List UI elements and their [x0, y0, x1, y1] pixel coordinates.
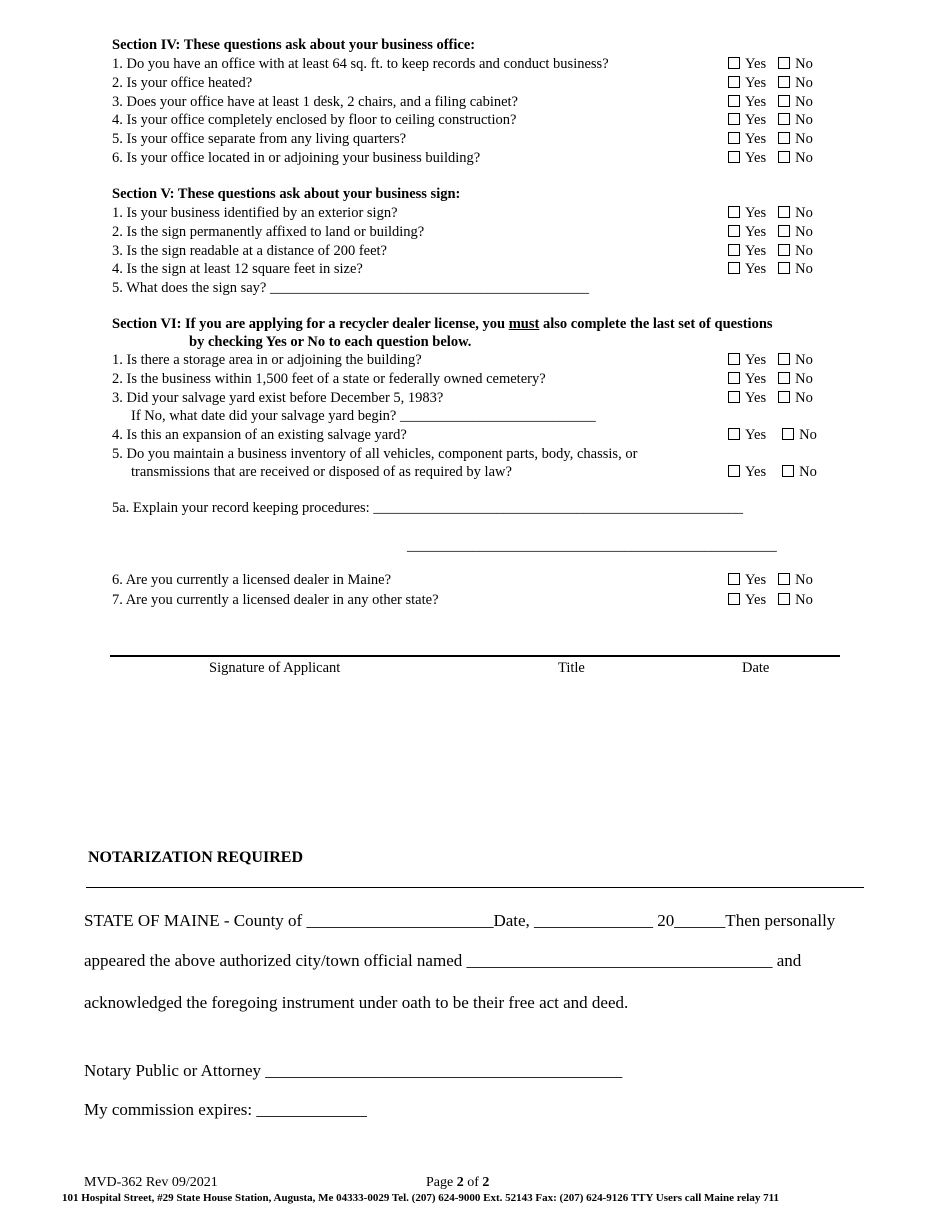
- yes-label: Yes: [745, 205, 767, 221]
- no-label: No: [795, 243, 813, 259]
- no-label: No: [795, 261, 813, 277]
- no-checkbox[interactable]: [778, 225, 790, 237]
- yes-label: Yes: [745, 261, 767, 277]
- yes-label: Yes: [745, 75, 767, 91]
- commission-expires-line[interactable]: My commission expires: _____________: [84, 1100, 367, 1119]
- yes-no-s4-q6: [728, 149, 813, 167]
- notary-line-1[interactable]: STATE OF MAINE - County of ______________________Date, ______________ 20______Then personally: [84, 911, 836, 930]
- no-checkbox[interactable]: [778, 95, 790, 107]
- yes-no-s4-q5: [728, 130, 813, 148]
- record-keeping-line2[interactable]: ___________________________________________________: [407, 538, 777, 554]
- yes-no-s4-q3: [728, 93, 813, 111]
- no-checkbox[interactable]: [778, 57, 790, 69]
- yes-checkbox[interactable]: [728, 113, 740, 125]
- section-6-heading-must: must: [508, 316, 540, 332]
- page-pre: Page: [426, 1175, 457, 1190]
- section-4-question-1: 1. Do you have an office with at least 64 sq. ft. to keep records and conduct business?: [112, 56, 609, 72]
- yes-checkbox[interactable]: [728, 244, 740, 256]
- yes-no-s6-q4: [728, 426, 817, 444]
- no-label: No: [799, 464, 817, 480]
- yes-label: Yes: [745, 592, 767, 608]
- section-4-question-2: 2. Is your office heated?: [112, 75, 253, 91]
- yes-no-s4-q4: [728, 111, 813, 129]
- yes-checkbox[interactable]: [728, 428, 740, 440]
- no-label: No: [795, 205, 813, 221]
- section-6-heading-pre: Section VI: If you are applying for a recycler dealer license, you: [112, 316, 509, 332]
- yes-label: Yes: [745, 352, 767, 368]
- yes-checkbox[interactable]: [728, 593, 740, 605]
- section-5-question-1: 1. Is your business identified by an exterior sign?: [112, 205, 398, 221]
- yes-checkbox[interactable]: [728, 465, 740, 477]
- no-checkbox[interactable]: [778, 132, 790, 144]
- yes-checkbox[interactable]: [728, 132, 740, 144]
- section-6-question-3: 3. Did your salvage yard exist before December 5, 1983?: [112, 390, 444, 406]
- notary-heading: NOTARIZATION REQUIRED: [88, 849, 303, 866]
- yes-no-s6-q2: [728, 370, 813, 388]
- no-checkbox[interactable]: [778, 573, 790, 585]
- no-label: No: [795, 371, 813, 387]
- no-label: No: [795, 56, 813, 72]
- section-6-question-4: 4. Is this an expansion of an existing salvage yard?: [112, 427, 407, 443]
- notary-public-line[interactable]: Notary Public or Attorney __________________________________________: [84, 1061, 623, 1080]
- page-mid: of: [463, 1175, 483, 1190]
- section-4-heading: Section IV: These questions ask about your business office:: [112, 37, 476, 53]
- form-number: MVD-362 Rev 09/2021: [84, 1175, 218, 1190]
- yes-no-s6-q5: [728, 463, 817, 481]
- yes-label: Yes: [745, 464, 767, 480]
- section-5-question-5[interactable]: 5. What does the sign say? ____________________________________________: [112, 280, 589, 296]
- section-6-question-5-line2: transmissions that are received or disposed of as required by law?: [131, 464, 512, 480]
- no-checkbox[interactable]: [778, 593, 790, 605]
- no-checkbox[interactable]: [778, 151, 790, 163]
- no-checkbox[interactable]: [778, 391, 790, 403]
- page-total: 2: [482, 1175, 490, 1190]
- footer-address: 101 Hospital Street, #29 State House Station, Augusta, Me 04333-0029 Tel. (207) 624-9000 Ext. 52143 Fax: (207) 624-9126 TTY Users call Maine relay 711: [62, 1192, 780, 1204]
- yes-no-s5-q1: [728, 204, 813, 222]
- section-6-heading-post: also complete the last set of questions: [539, 316, 773, 332]
- section-6-question-7: 7. Are you currently a licensed dealer in any other state?: [112, 592, 439, 608]
- page-current: 2: [456, 1175, 464, 1190]
- no-label: No: [795, 131, 813, 147]
- yes-checkbox[interactable]: [728, 225, 740, 237]
- no-checkbox[interactable]: [778, 113, 790, 125]
- section-4-question-5: 5. Is your office separate from any living quarters?: [112, 131, 407, 147]
- yes-no-s6-q7: [728, 591, 813, 609]
- yes-no-s4-q1: [728, 55, 813, 73]
- yes-checkbox[interactable]: [728, 372, 740, 384]
- signature-line[interactable]: [110, 655, 840, 657]
- no-label: No: [795, 75, 813, 91]
- section-6-heading-line2: by checking Yes or No to each question below.: [189, 334, 472, 350]
- no-checkbox[interactable]: [778, 262, 790, 274]
- section-6-question-5-line1: 5. Do you maintain a business inventory of all vehicles, component parts, body, chassis, or: [112, 446, 638, 462]
- no-checkbox[interactable]: [778, 244, 790, 256]
- section-5-question-2: 2. Is the sign permanently affixed to land or building?: [112, 224, 425, 240]
- yes-no-s6-q6: [728, 571, 813, 589]
- section-4-question-3: 3. Does your office have at least 1 desk, 2 chairs, and a filing cabinet?: [112, 94, 518, 110]
- yes-no-s5-q3: [728, 242, 813, 260]
- yes-no-s6-q1: [728, 351, 813, 369]
- yes-label: Yes: [745, 427, 767, 443]
- yes-label: Yes: [745, 224, 767, 240]
- notary-line-3: acknowledged the foregoing instrument under oath to be their free act and deed.: [84, 993, 629, 1012]
- yes-no-s6-q3: [728, 389, 813, 407]
- no-label: No: [795, 390, 813, 406]
- yes-label: Yes: [745, 112, 767, 128]
- no-label: No: [795, 592, 813, 608]
- yes-checkbox[interactable]: [728, 262, 740, 274]
- yes-checkbox[interactable]: [728, 353, 740, 365]
- yes-label: Yes: [745, 572, 767, 588]
- yes-no-s4-q2: [728, 74, 813, 92]
- yes-checkbox[interactable]: [728, 151, 740, 163]
- no-label: No: [799, 427, 817, 443]
- no-checkbox[interactable]: [782, 465, 794, 477]
- section-6-heading: [112, 315, 773, 333]
- notary-divider: [86, 887, 864, 888]
- no-label: No: [795, 150, 813, 166]
- section-5-heading: Section V: These questions ask about your business sign:: [112, 186, 461, 202]
- yes-no-s5-q2: [728, 223, 813, 241]
- section-6-question-2: 2. Is the business within 1,500 feet of a state or federally owned cemetery?: [112, 371, 546, 387]
- yes-label: Yes: [745, 131, 767, 147]
- section-6-question-1: 1. Is there a storage area in or adjoining the building?: [112, 352, 422, 368]
- yes-label: Yes: [745, 390, 767, 406]
- no-checkbox[interactable]: [778, 372, 790, 384]
- yes-label: Yes: [745, 94, 767, 110]
- no-checkbox[interactable]: [778, 353, 790, 365]
- yes-label: Yes: [745, 150, 767, 166]
- signature-date-label: Date: [742, 660, 770, 676]
- notary-line-2[interactable]: appeared the above authorized city/town official named ____________________________________ and: [84, 951, 802, 970]
- no-checkbox[interactable]: [782, 428, 794, 440]
- no-label: No: [795, 572, 813, 588]
- section-6-question-3-followup[interactable]: If No, what date did your salvage yard begin? ___________________________: [131, 408, 596, 424]
- section-4-question-6: 6. Is your office located in or adjoining your business building?: [112, 150, 481, 166]
- no-label: No: [795, 352, 813, 368]
- signature-applicant-label: Signature of Applicant: [209, 660, 341, 676]
- signature-title-label: Title: [558, 660, 585, 676]
- no-label: No: [795, 94, 813, 110]
- section-5-question-3: 3. Is the sign readable at a distance of 200 feet?: [112, 243, 387, 259]
- yes-checkbox[interactable]: [728, 57, 740, 69]
- section-5-question-4: 4. Is the sign at least 12 square feet in size?: [112, 261, 363, 277]
- section-4-question-4: 4. Is your office completely enclosed by floor to ceiling construction?: [112, 112, 517, 128]
- yes-label: Yes: [745, 243, 767, 259]
- yes-checkbox[interactable]: [728, 391, 740, 403]
- no-label: No: [795, 224, 813, 240]
- page-number: [426, 1175, 489, 1191]
- yes-no-s5-q4: [728, 260, 813, 278]
- yes-label: Yes: [745, 56, 767, 72]
- no-checkbox[interactable]: [778, 76, 790, 88]
- yes-checkbox[interactable]: [728, 573, 740, 585]
- yes-checkbox[interactable]: [728, 95, 740, 107]
- yes-checkbox[interactable]: [728, 76, 740, 88]
- no-checkbox[interactable]: [778, 206, 790, 218]
- yes-checkbox[interactable]: [728, 206, 740, 218]
- section-6-question-6: 6. Are you currently a licensed dealer in Maine?: [112, 572, 392, 588]
- no-label: No: [795, 112, 813, 128]
- record-keeping-question[interactable]: 5a. Explain your record keeping procedures: ___________________________________________________: [112, 500, 744, 516]
- yes-label: Yes: [745, 371, 767, 387]
